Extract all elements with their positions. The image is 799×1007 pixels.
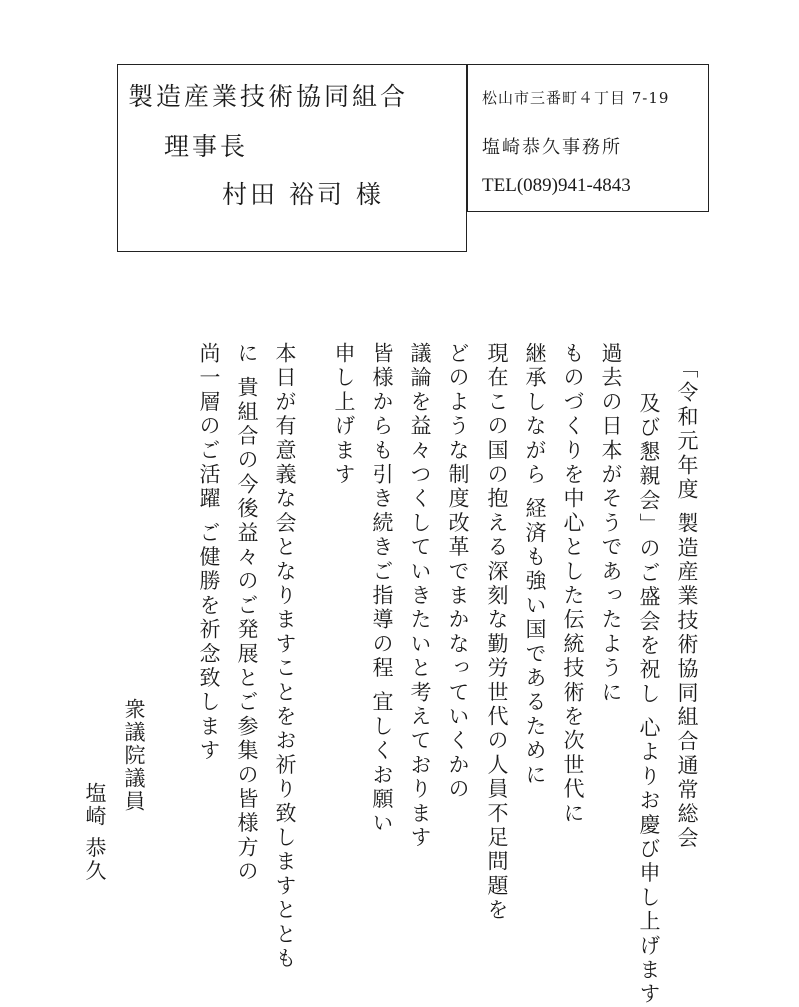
message-line-4: ものづくりを中心とした伝統技術を次世代に — [561, 342, 585, 826]
sender-office: 塩崎恭久事務所 — [482, 137, 622, 158]
message-line-10: 申し上げます — [332, 342, 356, 488]
message-line-6: 現在この国の抱える深刻な勤労世代の人員不足問題を — [485, 342, 509, 923]
addressee-organization: 製造産業技術協同組合 — [128, 82, 409, 111]
message-line-2: 及び懇親会」のご盛会を祝し 心よりお慶び申し上げます — [637, 392, 661, 1007]
message-line-11: 本日が有意義な会となりますことをお祈り致しますととも — [273, 342, 297, 972]
message-line-8: 議論を益々つくしていきたいと考えております — [408, 342, 432, 851]
message-line-9: 皆様からも引き続きご指導の程 宜しくお願い — [370, 342, 394, 836]
sender-address: 松山市三番町４丁目 7-19 — [482, 89, 670, 107]
message-line-1: 「令和元年度 製造産業技術協同組合通常総会 — [675, 357, 699, 851]
sender-box — [467, 64, 709, 212]
addressee-box — [117, 64, 467, 252]
addressee-position: 理事長 — [164, 132, 249, 161]
message-line-3: 過去の日本がそうであったように — [599, 342, 623, 705]
sender-tel: TEL(089)941-4843 — [482, 175, 631, 196]
addressee-name: 村田 裕司 様 — [222, 180, 384, 209]
signature-title: 衆議院議員 — [122, 698, 146, 813]
message-line-13: 尚一層のご活躍 ご健勝を祈念致します — [197, 342, 221, 764]
message-line-5: 継承しながら 経済も強い国であるために — [523, 342, 547, 788]
message-line-7: どのような制度改革でまかなっていくかの — [446, 342, 470, 802]
message-line-12: に 貴組合の今後益々のご発展とご参集の皆様方の — [235, 342, 259, 885]
signature-name: 塩崎 恭久 — [83, 782, 107, 883]
